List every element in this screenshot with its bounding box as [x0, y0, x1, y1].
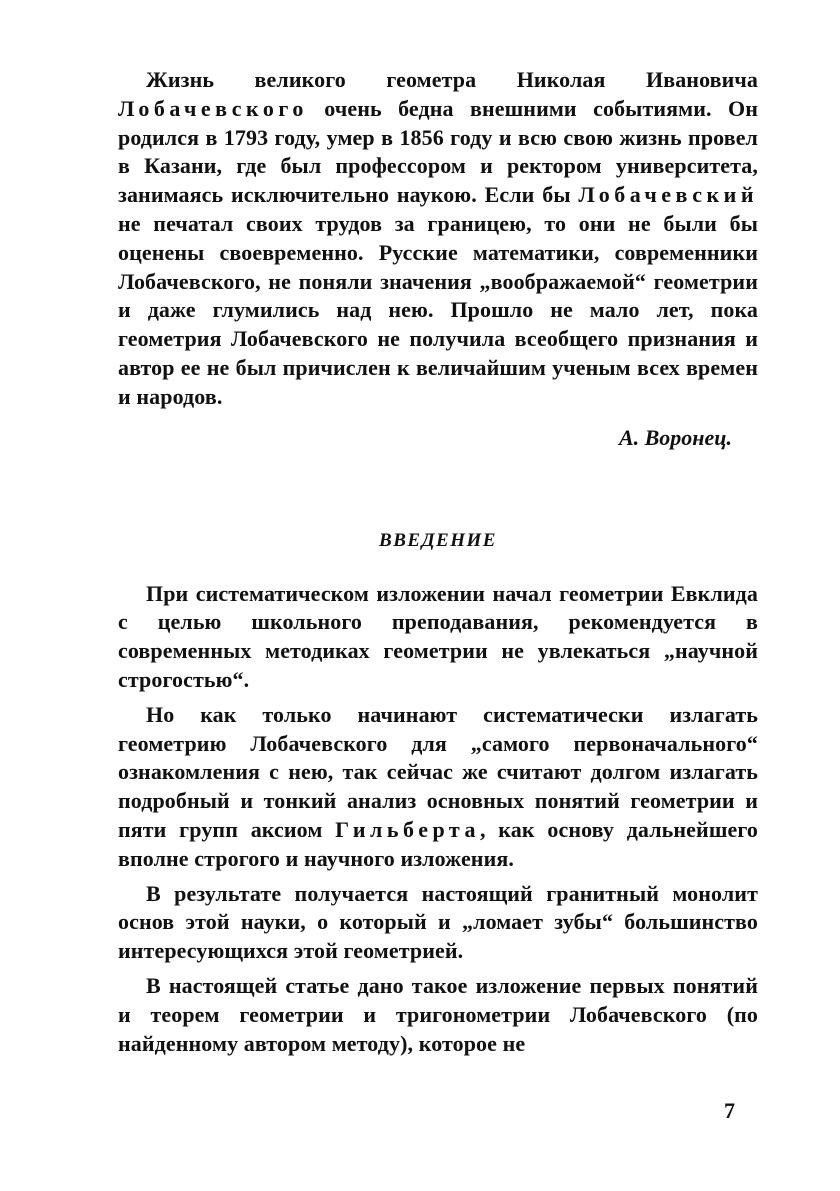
intro-paragraph-2-text-2: , как основу дальнейшего вполне строгого и научного изложения. [118, 816, 758, 871]
intro-paragraph-1: При систематическом изложении начал геометрии Евклида с целью школьного преподавания, рекомендуется в современных методиках геометрии не увлекаться „научной строгостью“. [118, 580, 758, 692]
epigraph-name-spaced-2: Лобачевский [578, 182, 758, 208]
page-number: 7 [724, 1098, 735, 1123]
intro-paragraph-4: В настоящей статье дано такое изложение первых понятий и теорем геометрии и тригонометрии Лобачевского (по найденному автором методу), которое не [118, 972, 758, 1056]
intro-paragraph-2-name-spaced: Гильберта [335, 816, 480, 842]
epigraph-name-spaced: Лобачевского [118, 95, 308, 121]
intro-paragraph-2-text-1: Но как только начинают систематически излагать геометрию Лобачевского для „самого первоначального“ ознакомления с нею, так сейчас же считают долгом излагать подробный и тонкий анализ основных понятий геометрии и пяти групп аксиом [118, 701, 758, 842]
section-heading: ВВЕДЕНИЕ [379, 529, 497, 551]
epigraph-text-2: очень бедна внешними событиями. Он родился в 1793 году, умер в 1856 году и всю свою жизнь провел в Казани, где был профессором и ректором университета, занимаясь исключительно наукою. Если бы [118, 95, 758, 208]
epigraph-text-1: Жизнь великого геометра Николая Ивановича [146, 67, 758, 92]
intro-paragraph-2 [118, 701, 758, 874]
epigraph-signature: А. Воронец. [618, 424, 732, 450]
intro-paragraph-3: В результате получается настоящий гранитный монолит основ этой науки, о который и „ломает зубы“ большинство интересующихся этой геометрией. [118, 880, 758, 964]
page-body [118, 66, 758, 1058]
epigraph-paragraph [118, 66, 758, 412]
epigraph-text-3: не печатал своих трудов за границею, то они не были бы оценены своевременно. Русские математики, современники Лобачевского, не поняли значения „воображаемой“ геометрии и даже глумились над нею. Прошло не мало лет, пока геометрия Лобачевского не получила всеобщего признания и автор ее не был причислен к величайшим ученым всех времен и народов. [118, 210, 758, 409]
